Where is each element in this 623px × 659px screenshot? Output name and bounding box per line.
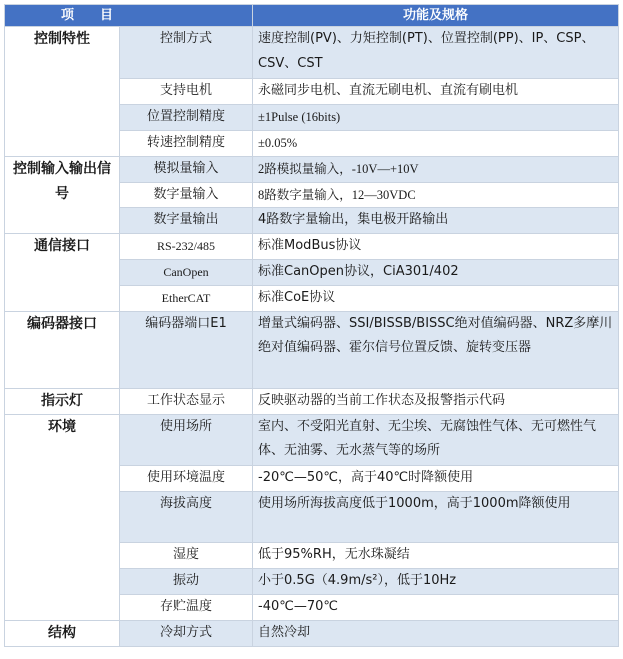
item-cell: 控制方式 xyxy=(120,27,253,79)
table-row xyxy=(5,414,619,465)
spec-cell: ±1Pulse (16bits) xyxy=(253,105,619,131)
spec-cell: -40℃—70℃ xyxy=(253,594,619,620)
spec-cell: 反映驱动器的当前工作状态及报警指示代码 xyxy=(253,388,619,414)
item-cell: 振动 xyxy=(120,568,253,594)
category-control: 控制特性 xyxy=(5,27,120,157)
table-row xyxy=(5,157,619,183)
header-spec: 功能及规格 xyxy=(253,5,619,27)
category-structure: 结构 xyxy=(5,620,120,646)
spec-cell: 速度控制(PV)、力矩控制(PT)、位置控制(PP)、IP、CSP、CSV、CST xyxy=(253,27,619,79)
spec-cell: 标准CoE协议 xyxy=(253,285,619,311)
item-cell: EtherCAT xyxy=(120,285,253,311)
item-cell: RS-232/485 xyxy=(120,233,253,259)
item-cell: 支持电机 xyxy=(120,79,253,105)
item-cell: 位置控制精度 xyxy=(120,105,253,131)
spec-cell: 4路数字量输出，集电极开路输出 xyxy=(253,208,619,234)
item-cell: 模拟量输入 xyxy=(120,157,253,183)
spec-cell: 增量式编码器、SSI/BISSB/BISSC绝对值编码器、NRZ多摩川绝对值编码器、霍尔信号位置反馈、旋转变压器 xyxy=(253,311,619,388)
item-cell: 存贮温度 xyxy=(120,594,253,620)
item-cell: 数字量输出 xyxy=(120,208,253,234)
item-cell: 转速控制精度 xyxy=(120,131,253,157)
category-encoder: 编码器接口 xyxy=(5,311,120,388)
category-env: 环境 xyxy=(5,414,120,620)
spec-cell: 使用场所海拔高度低于1000m，高于1000m降额使用 xyxy=(253,491,619,542)
spec-cell: 标准ModBus协议 xyxy=(253,233,619,259)
table-row xyxy=(5,311,619,388)
item-cell: 使用场所 xyxy=(120,414,253,465)
spec-cell: 8路数字量输入，12—30VDC xyxy=(253,182,619,208)
category-io-label: 控制输入输出信号 xyxy=(13,161,111,202)
spec-cell: 2路模拟量输入，-10V—+10V xyxy=(253,157,619,183)
spec-cell: 小于0.5G（4.9m/s²），低于10Hz xyxy=(253,568,619,594)
category-comm: 通信接口 xyxy=(5,233,120,311)
spec-cell: ±0.05% xyxy=(253,131,619,157)
table-row xyxy=(5,233,619,259)
table-row xyxy=(5,620,619,646)
header-item: 项 目 xyxy=(5,5,253,27)
header-row xyxy=(5,5,619,27)
item-cell: 使用环境温度 xyxy=(120,465,253,491)
spec-cell: 低于95%RH，无水珠凝结 xyxy=(253,542,619,568)
table-row xyxy=(5,27,619,79)
spec-cell: -20℃—50℃，高于40℃时降额使用 xyxy=(253,465,619,491)
item-cell: 编码器端口E1 xyxy=(120,311,253,388)
item-cell: 冷却方式 xyxy=(120,620,253,646)
category-io xyxy=(5,157,120,234)
spec-cell: 永磁同步电机、直流无刷电机、直流有刷电机 xyxy=(253,79,619,105)
category-indicator: 指示灯 xyxy=(5,388,120,414)
item-cell: 数字量输入 xyxy=(120,182,253,208)
spec-cell: 标准CanOpen协议，CiA301/402 xyxy=(253,259,619,285)
spec-table xyxy=(4,4,619,647)
item-cell: 工作状态显示 xyxy=(120,388,253,414)
item-cell: 湿度 xyxy=(120,542,253,568)
spec-cell: 自然冷却 xyxy=(253,620,619,646)
spec-cell: 室内、不受阳光直射、无尘埃、无腐蚀性气体、无可燃性气体、无油雾、无水蒸气等的场所 xyxy=(253,414,619,465)
table-row xyxy=(5,388,619,414)
item-cell: 海拔高度 xyxy=(120,491,253,542)
item-cell: CanOpen xyxy=(120,259,253,285)
